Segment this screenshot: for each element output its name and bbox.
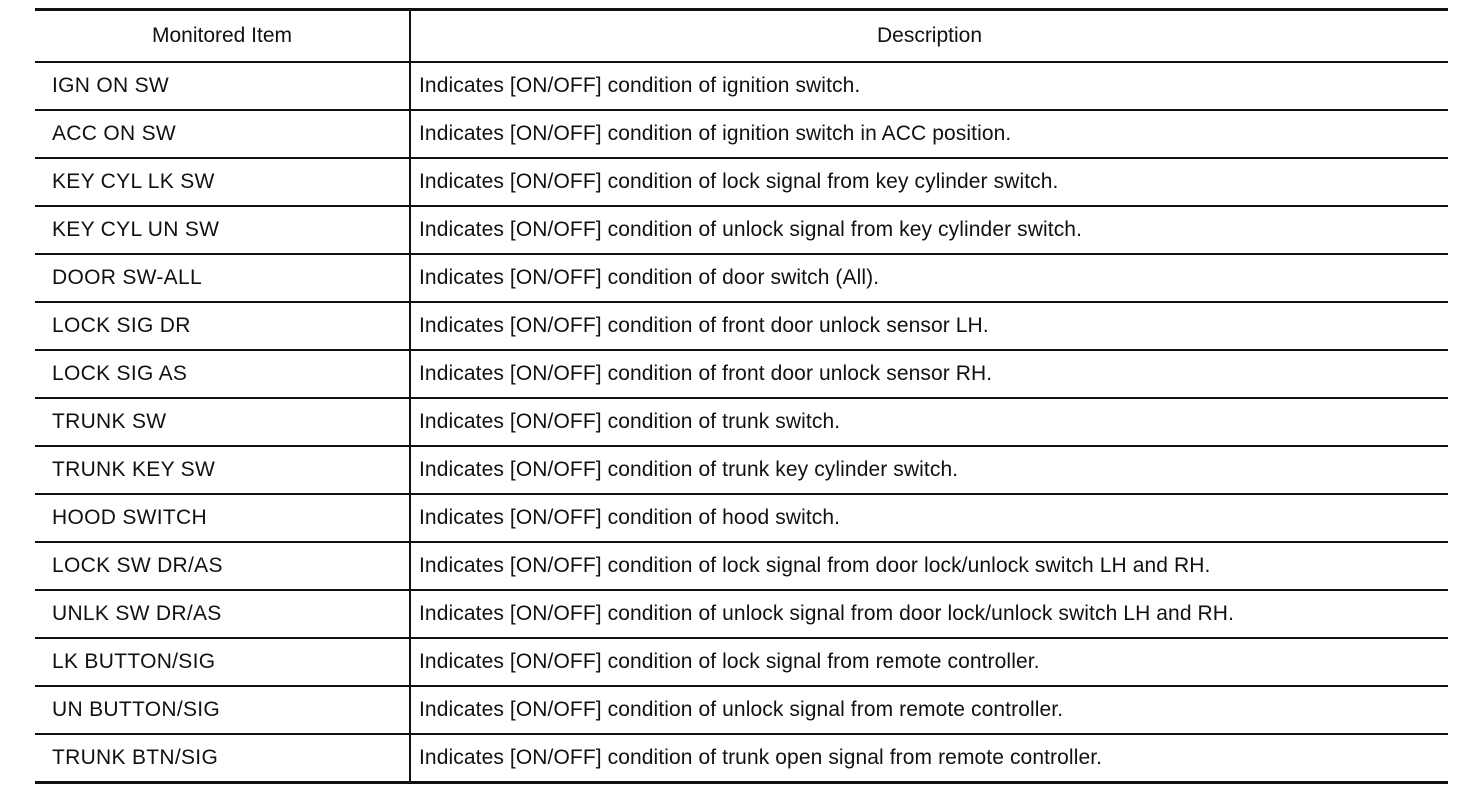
table-row xyxy=(35,158,1448,206)
monitored-item-cell: HOOD SWITCH xyxy=(35,494,410,542)
table-row xyxy=(35,494,1448,542)
table-row xyxy=(35,446,1448,494)
description-cell: Indicates [ON/OFF] condition of unlock signal from door lock/unlock switch LH and RH. xyxy=(410,590,1448,638)
monitored-items-document xyxy=(35,8,1448,784)
monitored-item-cell: LOCK SIG DR xyxy=(35,302,410,350)
description-cell: Indicates [ON/OFF] condition of trunk open signal from remote controller. xyxy=(419,746,1103,769)
description-cell: Indicates [ON/OFF] condition of unlock signal from remote controller. xyxy=(410,686,1448,734)
monitored-item-cell: IGN ON SW xyxy=(35,62,410,110)
description-cell: Indicates [ON/OFF] condition of trunk key cylinder switch. xyxy=(410,446,1448,494)
table-row xyxy=(35,590,1448,638)
table-row xyxy=(35,110,1448,158)
monitored-item-cell: LK BUTTON/SIG xyxy=(35,638,410,686)
table-row xyxy=(35,302,1448,350)
table-row xyxy=(35,398,1448,446)
monitored-items-table xyxy=(35,8,1448,784)
table-row xyxy=(35,350,1448,398)
monitored-item-cell: DOOR SW-ALL xyxy=(35,254,410,302)
description-cell: Indicates [ON/OFF] condition of door switch (All). xyxy=(410,254,1448,302)
description-cell: Indicates [ON/OFF] condition of trunk switch. xyxy=(410,398,1448,446)
monitored-item-cell: ACC ON SW xyxy=(35,110,410,158)
table-row xyxy=(35,734,1448,783)
monitored-item-cell: LOCK SIG AS xyxy=(35,350,410,398)
column-header-monitored-item: Monitored Item xyxy=(35,10,410,63)
table-row xyxy=(35,638,1448,686)
description-cell: Indicates [ON/OFF] condition of ignition switch. xyxy=(410,62,1448,110)
description-cell: Indicates [ON/OFF] condition of front door unlock sensor LH. xyxy=(410,302,1448,350)
table-row xyxy=(35,686,1448,734)
monitored-item-cell: KEY CYL UN SW xyxy=(35,206,410,254)
monitored-item-cell: UNLK SW DR/AS xyxy=(35,590,410,638)
description-cell: Indicates [ON/OFF] condition of lock signal from remote controller. xyxy=(410,638,1448,686)
column-header-description: Description xyxy=(410,10,1448,63)
table-header-row xyxy=(35,10,1448,63)
table-row xyxy=(35,62,1448,110)
table-row xyxy=(35,542,1448,590)
description-cell: Indicates [ON/OFF] condition of front door unlock sensor RH. xyxy=(410,350,1448,398)
description-cell: Indicates [ON/OFF] condition of lock signal from door lock/unlock switch LH and RH. xyxy=(410,542,1448,590)
description-cell: Indicates [ON/OFF] condition of lock signal from key cylinder switch. xyxy=(410,158,1448,206)
description-cell: Indicates [ON/OFF] condition of hood switch. xyxy=(410,494,1448,542)
monitored-item-cell: TRUNK KEY SW xyxy=(35,446,410,494)
monitored-item-cell: TRUNK SW xyxy=(35,398,410,446)
description-cell: Indicates [ON/OFF] condition of unlock signal from key cylinder switch. xyxy=(410,206,1448,254)
table-row xyxy=(35,254,1448,302)
description-cell: Indicates [ON/OFF] condition of ignition switch in ACC position. xyxy=(410,110,1448,158)
monitored-item-cell: TRUNK BTN/SIG xyxy=(35,734,410,783)
table-row xyxy=(35,206,1448,254)
monitored-item-cell: LOCK SW DR/AS xyxy=(35,542,410,590)
monitored-item-cell: KEY CYL LK SW xyxy=(35,158,410,206)
monitored-item-cell: UN BUTTON/SIG xyxy=(35,686,410,734)
